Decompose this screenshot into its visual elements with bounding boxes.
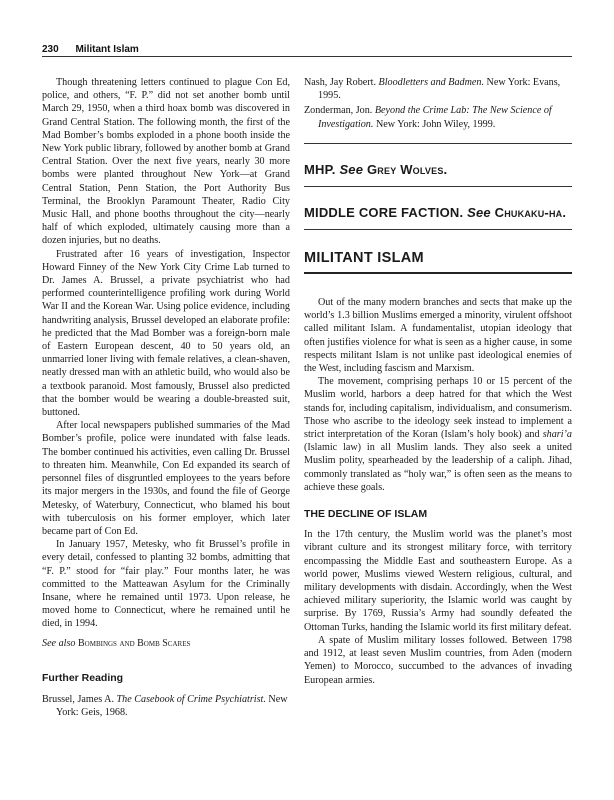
reference-entry — [42, 693, 290, 719]
reference-publisher: New York: John Wiley, 1999. — [375, 118, 496, 130]
reference-publisher: New York: Evans, 1995. — [318, 77, 561, 102]
reference-author: Nash, Jay Robert. — [304, 77, 376, 88]
section-heading: THE DECLINE OF ISLAM — [304, 508, 428, 521]
entry-divider — [304, 143, 572, 144]
main-heading-rule — [304, 272, 572, 274]
entry-divider — [304, 229, 572, 230]
running-title: Militant Islam — [75, 44, 139, 55]
entry-cross-reference[interactable]: Chukaku-ha. — [494, 204, 567, 220]
left-column — [42, 76, 290, 719]
body-paragraph: Frustrated after 16 years of investigation, Inspector Howard Finney of the New York City Crime Lab turned to Dr. James A. Brussel, a private psychiatrist who had performed counterintelligence profiling work during World War II and the Korean War. Using police evidence, including handwriting analysis, Brussel developed an elaborate profile: he predicted that the Mad Bomber was a foreign-born male of Eastern European descent, 40 to 50 years old, an unmarried loner living with female relatives, a clean-shaven, neatly dressed man with an athletic build, who would also be a textbook paranoid. Most famously, Brussel also predicted that the bomber would be wearing a double-breasted suit, buttoned. — [42, 248, 290, 419]
further-reading-heading: Further Reading — [42, 671, 124, 684]
italic-term: shari’a — [542, 429, 572, 441]
body-text: (Islamic law) in all Muslim lands. They also seek a united Muslim polity, spearheaded by the leadership of a caliph. Jihad, commonly translated as “holy war,” is often seen as the means to achieve these goals. — [304, 442, 572, 493]
reference-title: The Casebook of Crime Psychiatrist. — [116, 693, 266, 705]
entry-heading-middle-core-faction — [304, 205, 572, 221]
body-paragraph: After local newspapers published summaries of the Mad Bomber’s profile, police were inundated with false leads. The bomber continued his activities, even calling Dr. Brussel to threaten him. Meanwhile, Con Ed expanded its search of personnel files of disgruntled employees to the years before its major mergers in the 1930s, and found the file of George Metesky, of Waterbury, Connecticut, who blamed his bout with tuberculosis on his former employer, which later became part of Con Ed. — [42, 420, 290, 537]
body-text: The movement, comprising perhaps 10 or 15 percent of the Muslim world, harbors a deep hatred for that which the West stands for, including capitalism, individualism, and consumerism. Those who ascribe to the ideology seek instead to implement a strict interpretation of the Koran (Islam’s holy book) and — [304, 376, 572, 441]
entry-see: See — [339, 161, 364, 177]
reference-title: Bloodletters and Badmen. — [378, 77, 484, 88]
reference-entry — [304, 104, 572, 130]
body-paragraph: A spate of Muslim military losses followed. Between 1798 and 1912, at least seven Muslim countries, from Aden (modern Yemen) to Morocco, succumbed to the advances of invading European armies. — [304, 634, 572, 686]
reference-author: Brussel, James A. — [42, 693, 114, 705]
see-also-line — [42, 637, 290, 650]
reference-author: Zonderman, Jon. — [304, 105, 373, 117]
body-paragraph: Though threatening letters continued to plague Con Ed, police, and others, “F. P.” did not set another bomb until March 29, 1950, when a third hoax bomb was discovered in Grand Central Station. The following month, the first of the Mad Bomber’s bombs exploded in a phone booth inside the New York public library, followed by another bomb at Grand Central Station. Over the next five years, nearly 30 more bombs were planted throughout New York—at Grand Central Station, Penn Station, the Port Authority Bus Terminal, the Brooklyn Paramount Theater, Radio City Music Hall, and phone booths throughout the city—nearly half of which exploded, ultimately causing more than a dozen injuries, but no deaths. — [42, 77, 290, 247]
running-head — [42, 44, 139, 55]
entry-term: MIDDLE CORE FACTION. — [304, 204, 464, 220]
body-paragraph: In the 17th century, the Muslim world was the planet’s most vibrant culture and its strongest military force, with territory encompassing the Middle East and southeastern Europe. As a world power, Muslims viewed Western religious, cultural, and military developments with disdain. Accordingly, when the West achieved military superiority, the Islamic world was caught by surprise. By 1769, Russia’s Army had soundly defeated the Ottoman Turks, handing the Islamic world its first military defeat. — [304, 529, 572, 633]
entry-divider — [304, 186, 572, 187]
entry-cross-reference[interactable]: Grey Wolves. — [366, 161, 448, 177]
reference-title: Beyond the Crime Lab: The New Science of Investigation. — [318, 105, 552, 130]
header-rule — [42, 56, 572, 57]
right-column — [304, 76, 572, 687]
see-also-topics[interactable]: Bombings and Bomb Scares — [78, 637, 191, 649]
body-paragraph: Out of the many modern branches and sects that make up the world’s 1.3 billion Muslims emerged a minority, virulent offshoot called militant Islam. A fundamentalist, utopian ideology that often justifies violence for what is seen as a higher cause, in some respects militant Islam is not unlike past ideological enemies of the West, including fascism and Marxism. — [304, 297, 572, 375]
main-entry-heading: MILITANT ISLAM — [304, 249, 424, 266]
page-number: 230 — [42, 44, 59, 55]
body-paragraph: In January 1957, Metesky, who fit Brussel’s profile in every detail, confessed to planting 32 bombs, admitting that “F. P.” stood for “fair play.” Four months later, he was committed to the Matteawan Asylum for the Criminally Insane, where he remained until 1973. Upon release, he moved home to Connecticut, where he remained until he died, in 1994. — [42, 539, 290, 630]
entry-see: See — [467, 204, 491, 220]
entry-heading-mhp — [304, 162, 572, 178]
reference-publisher: New York: Geis, 1968. — [56, 693, 288, 719]
see-also-prefix: See also — [42, 637, 76, 649]
reference-entry — [304, 76, 572, 102]
entry-term: MHP. — [304, 161, 336, 177]
body-paragraph — [304, 375, 572, 494]
